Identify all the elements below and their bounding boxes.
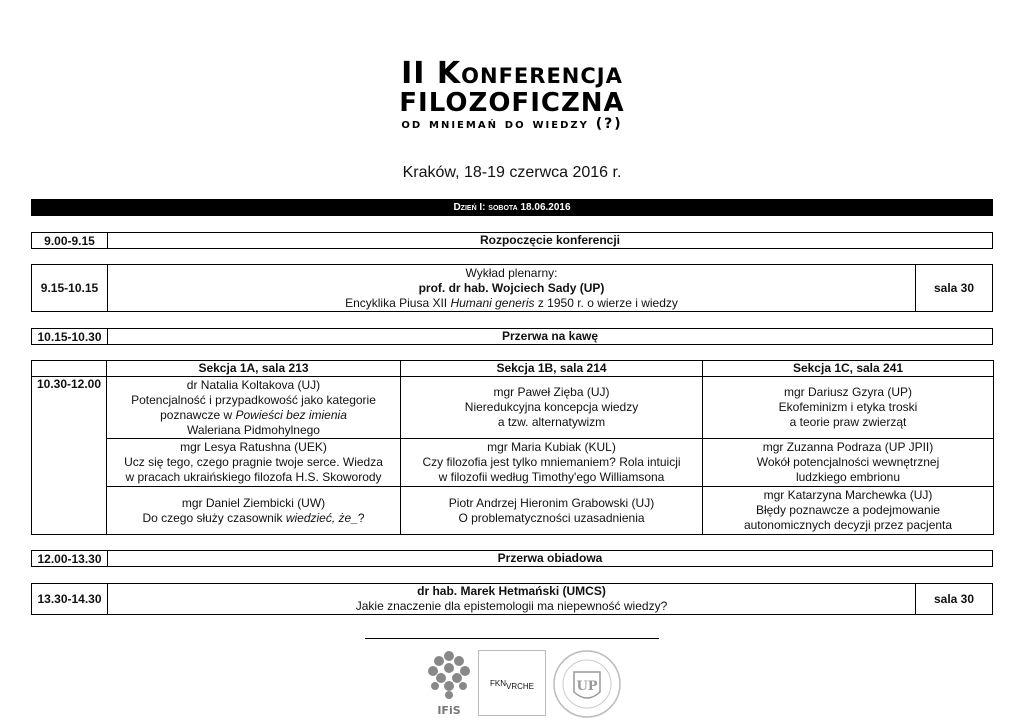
talk-cell: mgr Lesya Ratushna (UEK) Ucz się tego, czego pragnie twoje serce. Wiedza w pracach ukraińskiego filozofa H.S. Skoworody — [107, 439, 401, 487]
ifis-logo — [424, 648, 474, 718]
time-cell: 9.00-9.15 — [32, 233, 108, 248]
svg-text:IFiS: IFiS — [437, 704, 461, 717]
day-band: Dzień I: sobota 18.06.2016 — [31, 199, 993, 216]
talk-cell: mgr Zuzanna Podraza (UP JPII) Wokół potencjalności wewnętrznej ludzkiego embrionu — [703, 439, 994, 487]
logos-strip — [0, 648, 1024, 722]
plenary-row-2 — [31, 583, 993, 615]
plenary-label: Wykład plenarny: — [465, 265, 558, 280]
time-cell: 10.15-10.30 — [32, 329, 108, 344]
plenary-speaker: prof. dr hab. Wojciech Sady (UP) — [418, 280, 605, 295]
opening-label: Rozpoczęcie konferencji — [479, 233, 621, 247]
plenary-topic: Jakie znaczenie dla epistemologii ma niepewność wiedzy? — [355, 599, 668, 613]
room-cell: sala 30 — [915, 584, 992, 614]
opening-row — [31, 232, 993, 249]
plenary-topic: Encyklika Piusa XII Humani generis z 1950 r. o wierze i wiedzy — [345, 295, 678, 310]
talk-cell: mgr Maria Kubiak (KUL) Czy filozofia jest tylko mniemaniem? Rola intuicji w filozofii według Timothy'ego Williamsona — [401, 439, 703, 487]
sections-header-row — [32, 361, 994, 377]
lunch-break-row — [31, 550, 993, 567]
talk-cell: Piotr Andrzej Hieronim Grabowski (UJ) O problematyczności uzasadnienia — [401, 487, 703, 535]
time-cell: 12.00-13.30 — [32, 551, 108, 566]
plenary-row-1 — [31, 264, 993, 312]
plenary-speaker: dr hab. Marek Hetmański (UMCS) — [417, 584, 606, 598]
up-university-seal — [552, 648, 622, 720]
time-cell: 13.30-14.30 — [32, 584, 108, 614]
conference-subtitle: od mniemań do wiedzy (?) — [401, 116, 623, 132]
coffee-break-row — [31, 328, 993, 345]
divider-line — [365, 638, 659, 639]
conference-title-line1: II Konferencja — [401, 56, 623, 91]
time-cell: 10.30-12.00 — [32, 377, 107, 535]
section-header: Sekcja 1A, sala 213 — [107, 361, 401, 377]
session-row — [32, 377, 994, 439]
sections-table — [31, 360, 994, 535]
empty-cell — [32, 361, 107, 377]
svg-text:UP: UP — [576, 679, 598, 694]
talk-cell: mgr Katarzyna Marchewka (UJ) Błędy poznawcze a podejmowanie autonomicznych decyzji przez pacjenta — [703, 487, 994, 535]
session-row — [32, 439, 994, 487]
fkn-vrche-logo: FKN VRCHE — [478, 650, 546, 716]
conference-title-line2: FILOZOFICZNA — [399, 88, 625, 118]
talk-cell: mgr Dariusz Gzyra (UP) Ekofeminizm i etyka troski a teorie praw zwierząt — [703, 377, 994, 439]
break-label: Przerwa obiadowa — [497, 551, 603, 565]
talk-cell: dr Natalia Koltakova (UJ) Potencjalność i przypadkowość jako kategorie poznawcze w Powieści bez imienia Waleriana Pidmohylnego — [107, 377, 401, 439]
break-label: Przerwa na kawę — [501, 329, 599, 343]
place-date: Kraków, 18-19 czerwca 2016 r. — [402, 164, 622, 181]
section-header: Sekcja 1B, sala 214 — [401, 361, 703, 377]
talk-cell: mgr Paweł Zięba (UJ) Nieredukcyjna koncepcja wiedzy a tzw. alternatywizm — [401, 377, 703, 439]
section-header: Sekcja 1C, sala 241 — [703, 361, 994, 377]
time-cell: 9.15-10.15 — [32, 265, 108, 311]
session-row — [32, 487, 994, 535]
room-cell: sala 30 — [915, 265, 992, 311]
talk-cell: mgr Daniel Ziembicki (UW) Do czego służy czasownik wiedzieć, że_? — [107, 487, 401, 535]
